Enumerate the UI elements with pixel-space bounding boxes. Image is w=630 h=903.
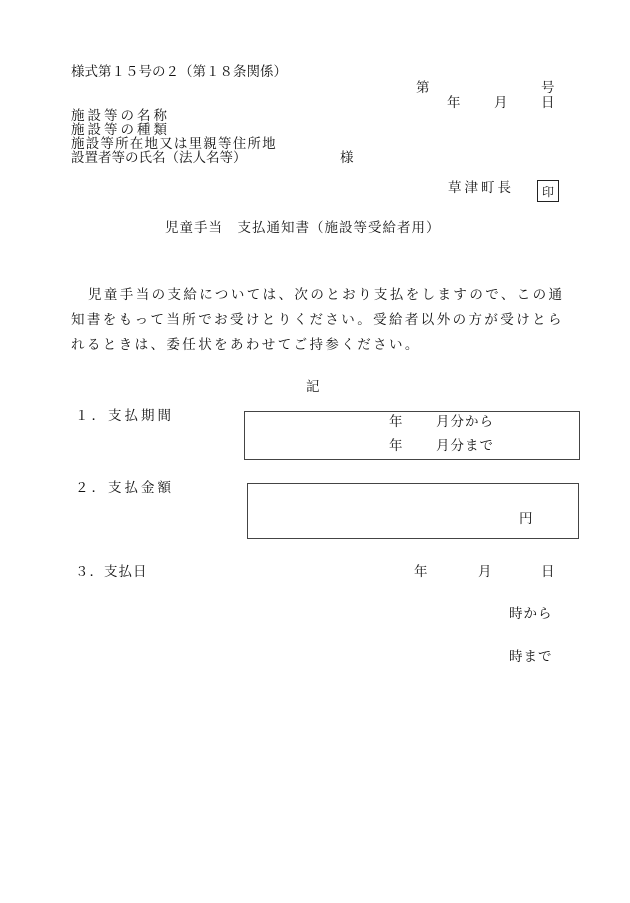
payment-period-label: １．支払期間 bbox=[75, 408, 174, 424]
payment-date-label: ３．支払日 bbox=[75, 564, 148, 580]
period-from-month: 月分から bbox=[436, 414, 494, 430]
body-line-3: れるときは、委任状をあわせてご持参ください。 bbox=[71, 337, 421, 353]
body-line-2: 知書をもって当所でお受けとりください。受給者以外の方が受けとら bbox=[71, 312, 564, 328]
period-to-year: 年 bbox=[389, 438, 403, 454]
issue-date-month: 月 bbox=[494, 95, 508, 111]
ki-mark: 記 bbox=[306, 379, 320, 395]
payment-time-to: 時まで bbox=[509, 649, 553, 665]
payment-date-day: 日 bbox=[541, 564, 555, 580]
doc-number-prefix: 第 bbox=[416, 80, 430, 96]
facility-address-label: 施設等所在地又は里親等住所地 bbox=[71, 136, 277, 152]
issue-date-year: 年 bbox=[447, 95, 461, 111]
facility-type-label: 施設等の種類 bbox=[71, 122, 170, 138]
payment-time-from: 時から bbox=[509, 606, 553, 622]
period-from-year: 年 bbox=[389, 414, 403, 430]
payment-amount-box bbox=[247, 483, 579, 539]
issue-date-day: 日 bbox=[541, 95, 555, 111]
honorific: 様 bbox=[340, 150, 354, 166]
amount-unit: 円 bbox=[519, 511, 533, 527]
document-title: 児童手当 支払通知書（施設等受給者用） bbox=[165, 220, 441, 236]
facility-name-label: 施設等の名称 bbox=[71, 108, 170, 124]
payment-amount-label: ２．支払金額 bbox=[75, 480, 174, 496]
body-line-1: 児童手当の支給については、次のとおり支払をしますので、この通 bbox=[88, 287, 565, 303]
payment-date-month: 月 bbox=[478, 564, 492, 580]
payment-date-year: 年 bbox=[414, 564, 428, 580]
seal-mark: 印 bbox=[537, 180, 559, 202]
founder-name-label: 設置者等の氏名（法人名等） bbox=[71, 150, 247, 166]
mayor-title: 草津町長 bbox=[448, 180, 514, 196]
payment-period-box bbox=[244, 411, 580, 460]
period-to-month: 月分まで bbox=[436, 438, 494, 454]
form-number: 様式第１５号の２（第１８条関係） bbox=[71, 64, 287, 80]
doc-number-suffix: 号 bbox=[541, 80, 555, 96]
